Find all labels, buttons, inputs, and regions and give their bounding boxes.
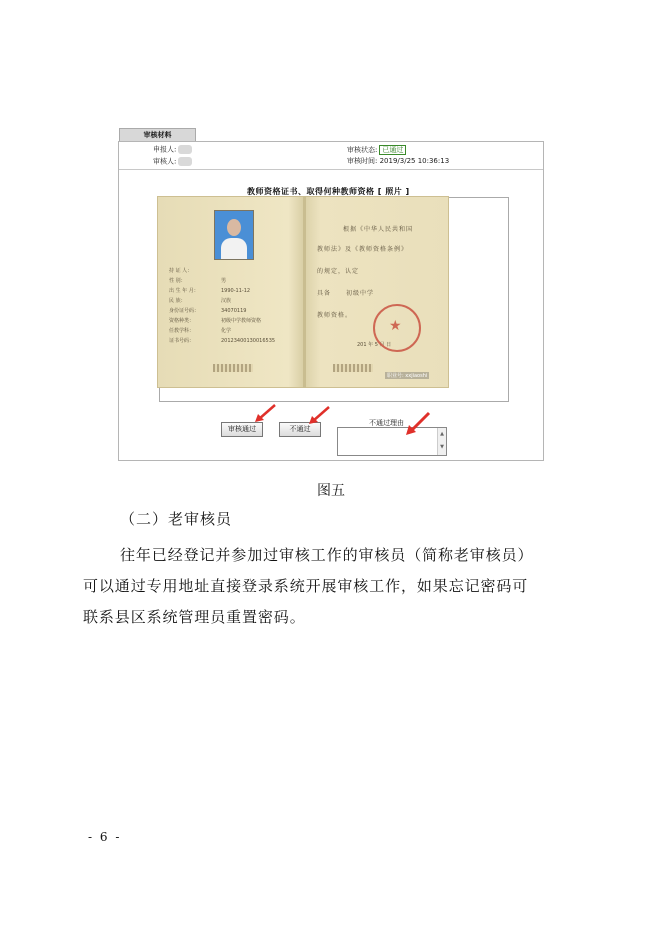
review-time-value: 2019/3/25 10:36:13 [379,157,450,165]
certificate-title: 教师资格证书、取得何种教师资格 [ 照片 ] [247,187,410,196]
cert-value-type: 初级中学教师资格 [221,318,262,324]
cert-label-subject: 任教学科： [169,328,195,334]
cert-value-id: 34070119 [221,308,247,314]
cert-text-line2: 教师法》及《教师资格条例》 [317,246,409,253]
cert-value-number: 20123400130016535 [221,338,276,344]
cert-text-line4-prefix: 具备 [317,290,332,297]
arrow-icon [253,402,279,424]
approve-button[interactable]: 审核通过 [221,422,263,437]
review-time-label: 审核时间: [347,157,378,165]
cert-text-qualification: 初级中学 [345,290,374,297]
page-number: - 6 - [88,830,122,844]
cert-label-id: 身份证号码： [169,308,200,314]
arrow-icon [307,404,333,426]
applicant-name-redacted [178,145,192,154]
status-badge: 已通过 [379,145,406,155]
cert-value-birth: 1990-11-12 [221,288,251,294]
reviewer-row [153,157,192,167]
divider [119,169,543,170]
certificate-fold [303,196,306,388]
cert-value-ethnicity: 汉族 [221,298,232,304]
cert-value-gender: 男 [221,278,227,284]
paragraph-line-3: 联系县区系统管理员重置密码。 [83,608,306,626]
reviewer-name-redacted [178,157,192,166]
status-label: 审核状态: [347,146,378,154]
cert-text-line1: 根据《中华人民共和国 [343,226,414,233]
figure-caption: 图五 [317,483,345,499]
review-time-row [347,157,449,166]
watermark: 职业号: xxjiaoshi [387,373,428,379]
applicant-label: 申报人: [153,145,177,154]
applicant-row [153,145,192,155]
cert-label-holder: 持 证 人： [169,268,193,274]
cert-text-line4 [317,290,374,297]
cert-text-line3: 的规定，认定 [317,268,360,275]
reason-label: 不通过理由 [369,419,404,427]
official-seal: ★ [373,304,421,352]
reviewer-label: 审核人: [153,157,177,166]
reason-scrollbar[interactable]: ▲ ▼ [437,428,446,455]
cert-label-type: 资格种类： [169,318,195,324]
paragraph-line-2: 可以通过专用地址直接登录系统开展审核工作，如果忘记密码可 [83,577,529,595]
review-screenshot [118,128,544,461]
cert-label-gender: 性 别： [169,278,186,284]
cert-date: 201 年 5 月 日 [357,342,392,348]
cert-label-number: 证书号码： [169,338,195,344]
paragraph-line-1: 往年已经登记并参加过审核工作的审核员（简称老审核员） [120,546,534,564]
cert-value-subject: 化学 [221,328,232,334]
reject-button[interactable]: 不通过 [279,422,321,437]
certificate-image [157,196,449,388]
section-heading: （二）老审核员 [120,510,233,528]
cert-text-line5: 教师资格。 [317,312,353,319]
portrait-photo [214,210,254,260]
tab-review-materials[interactable]: 审核材料 [119,128,196,142]
arrow-icon [403,410,433,438]
cert-label-ethnicity: 民 族： [169,298,186,304]
review-panel [118,141,544,461]
cert-label-birth: 出 生 年 月： [169,288,199,294]
status-row [347,145,406,155]
ornament-left [213,364,253,372]
ornament-right [333,364,373,372]
